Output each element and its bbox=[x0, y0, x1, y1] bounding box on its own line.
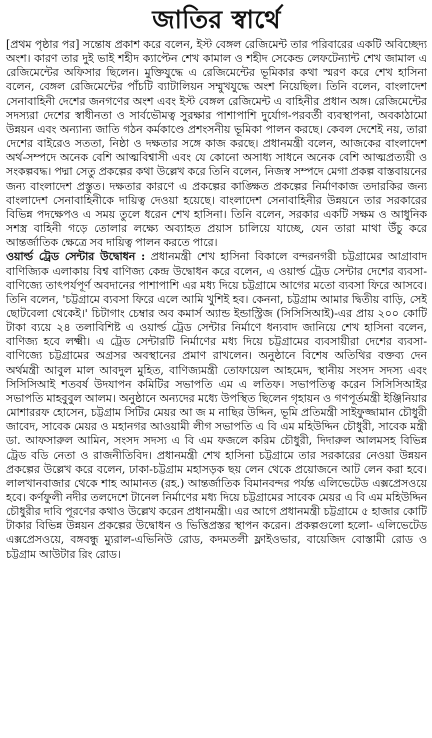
article-paragraph bbox=[6, 250, 427, 561]
continuation-kicker: [প্রথম পৃষ্ঠার পর] bbox=[6, 38, 80, 51]
article-body bbox=[6, 38, 427, 736]
article-paragraph bbox=[6, 38, 427, 250]
headline: জাতির স্বার্থে bbox=[152, 5, 281, 34]
subheading: ওয়ার্ল্ড ট্রেড সেন্টার উদ্বোধন : bbox=[6, 250, 146, 264]
paragraph-text-1: সন্তোষ প্রকাশ করে বলেন, ইস্ট বেঙ্গল রেজিমেন্ট তার পরিবারের একটি অবিচ্ছেদ্য অংশ। কারণ তার দুই ভাই শহীদ ক্যাপ্টেন শেখ কামাল ও শহীদ সেকেন্ড লেফটেন্যান্ট শেখ জামাল এ রেজিমেন্টের অফিসার ছিলেন। মুক্তিযুদ্ধে এ রেজিমেন্টের ভূমিকার কথা স্মরণ করে শেখ হাসিনা বলেন, বেঙ্গল রেজিমেন্টের পাঁচটি ব্যাটালিয়ন সম্মুখযুদ্ধে অংশ নিয়েছিল। তিনি বলেন, বাংলাদেশ সেনাবাহিনী দেশের জনগণের অংশ এবং ইস্ট বেঙ্গল রেজিমেন্ট এ বাহিনীর প্রধান অঙ্গ। রেজিমেন্টের সদস্যরা দেশের স্বাধীনতা ও সার্বভৌমত্ব সুরক্ষার পাশাপাশি দুর্যোগ-পরবর্তী ব্যবস্থাপনা, অবকাঠামো উন্নয়ন এবং অন্যান্য জাতি গঠন কর্মকাণ্ডে প্রশংসনীয় ভূমিকা পালন করছে। কেবল দেশেই নয়, তারা দেশের বাইরেও সততা, নিষ্ঠা ও দক্ষতার সঙ্গে কাজ করছে। প্রধানমন্ত্রী বলেন, আজকের বাংলাদেশ অর্থ-সম্পদে অনেক বেশি আত্মবিশ্বাসী এবং যে কোনো অসাধ্য সাধনে অনেক বেশি আত্মপ্রত্যয়ী ও সংকল্পবদ্ধ। পদ্মা সেতু প্রকল্পের কথা উল্লেখ করে তিনি বলেন, নিজস্ব সম্পদে মেগা প্রকল্প বাস্তবায়নের জন্য বাংলাদেশ প্রস্তুত। দক্ষতার কারণে এ প্রকল্পের কাঙ্ক্ষিত প্রকল্পের নির্মাণকাজ তদারকির জন্য বাংলাদেশ সেনাবাহিনীকে দায়িত্ব দেওয়া হয়েছে। বাংলাদেশ সেনাবাহিনীর উন্নয়নে তার সরকারের বিভিন্ন পদক্ষেপও এ সময় তুলে ধরেন শেখ হাসিনা। তিনি বলেন, সরকার একটি সক্ষম ও আধুনিক সশস্ত্র বাহিনী গড়ে তোলার লক্ষ্যে অব্যাহত প্রয়াস চালিয়ে যাচ্ছে, যেন তারা মাথা উঁচু করে আন্তর্জাতিক ক্ষেত্রে সব দায়িত্ব পালন করতে পারে। bbox=[6, 38, 427, 250]
paragraph-text-2: প্রধানমন্ত্রী শেখ হাসিনা বিকালে বন্দরনগরী চট্টগ্রামের আগ্রাবাদ বাণিজ্যিক এলাকায় বিশ্ব বাণিজ্য কেন্দ্র উদ্বোধন করে বলেন, এ ওয়ার্ল্ড ট্রেড সেন্টার দেশের ব্যবসা-বাণিজ্যে তাৎপর্যপূর্ণ অবদানের পাশাপাশি এর মধ্য দিয়ে চট্টগ্রামে আগের মতো ব্যবসা ফিরে আসবে। তিনি বলেন, 'চট্টগ্রামে ব্যবসা ফিরে এলে আমি খুশিই হব। কেননা, চট্টগ্রাম আমার দ্বিতীয় বাড়ি, সেই ছোটবেলা থেকেই।' চিটাগাং চেম্বার অব কমার্স অ্যান্ড ইন্ডাস্ট্রিজ (সিসিসিআই)-এর প্রায় ২০০ কোটি টাকা ব্যয়ে ২৪ তলাবিশিষ্ট এ ওয়ার্ল্ড ট্রেড সেন্টার নির্মাণে ধন্যবাদ জানিয়ে শেখ হাসিনা বলেন, বাণিজ্য হবে লক্ষ্মী। এ ট্রেড সেন্টারটি নির্মাণের মধ্য দিয়ে চট্টগ্রামের ব্যবসায়ীরা দেশের ব্যবসা-বাণিজ্যে চট্টগ্রামের অগ্রসর অবস্থানের প্রমাণ রাখলেন। অনুষ্ঠানে বিশেষ অতিথির বক্তব্য দেন অর্থমন্ত্রী আবুল মাল আবদুল মুহিত, বাণিজ্যমন্ত্রী তোফায়েল আহমেদ, স্থানীয় সংসদ সদস্য এবং সিসিসিআই শতবর্ষ উদযাপন কমিটির সভাপতি এম এ লতিফ। সভাপতিত্ব করেন সিসিসিআইর সভাপতি মাহবুবুল আলম। অনুষ্ঠানে অন্যদের মধ্যে উপস্থিত ছিলেন গৃহায়ন ও গণপূর্তমন্ত্রী ইঞ্জিনিয়ার মোশাররফ হোসেন, চট্টগ্রাম সিটির মেয়র আ জ ম নাছির উদ্দিন, ভূমি প্রতিমন্ত্রী সাইফুজ্জামান চৌধুরী জাবেদ, সাবেক মেয়র ও মহানগর আওয়ামী লীগ সভাপতি এ বি এম মহিউদ্দিন চৌধুরী, সাবেক মন্ত্রী ডা. আফসারুল আমিন, সংসদ সদস্য এ বি এম ফজলে করিম চৌধুরী, দিদারুল আলমসহ বিভিন্ন ট্রেড বডি নেতা ও রাজনীতিবিদ। প্রধানমন্ত্রী শেখ হাসিনা চট্টগ্রামে তার সরকারের নেওয়া উন্নয়ন প্রকল্পের উল্লেখ করে বলেন, ঢাকা-চট্টগ্রাম মহাসড়ক ছয় লেন থেকে প্রয়োজনে আট লেন করা হবে। লালখানবাজার থেকে শাহ আমানত (রহ.) আন্তর্জাতিক বিমানবন্দর পর্যন্ত এলিভেটেড এক্সপ্রেসওয়ে হবে। কর্ণফুলী নদীর তলদেশে টানেল নির্মাণের মধ্য দিয়ে চট্টগ্রামের সাবেক মেয়র এ বি এম মহিউদ্দিন চৌধুরীর দাবি পূরণের কথাও উল্লেখ করেন প্রধানমন্ত্রী। এর আগে প্রধানমন্ত্রী চট্টগ্রামে ৫ হাজার কোটি টাকার বিভিন্ন উন্নয়ন প্রকল্পের উদ্বোধন ও ভিত্তিপ্রস্তর স্থাপন করেন। প্রকল্পগুলো হলো- এলিভেটেড এক্সপ্রেসওয়ে, বঙ্গবন্ধু ম্যুরাল-এভিনিউ রোড, কদমতলী ফ্লাইওভার, বায়েজিদ বোস্তামী রোড ও চট্টগ্রাম আউটার রিং রোড। bbox=[6, 250, 427, 561]
